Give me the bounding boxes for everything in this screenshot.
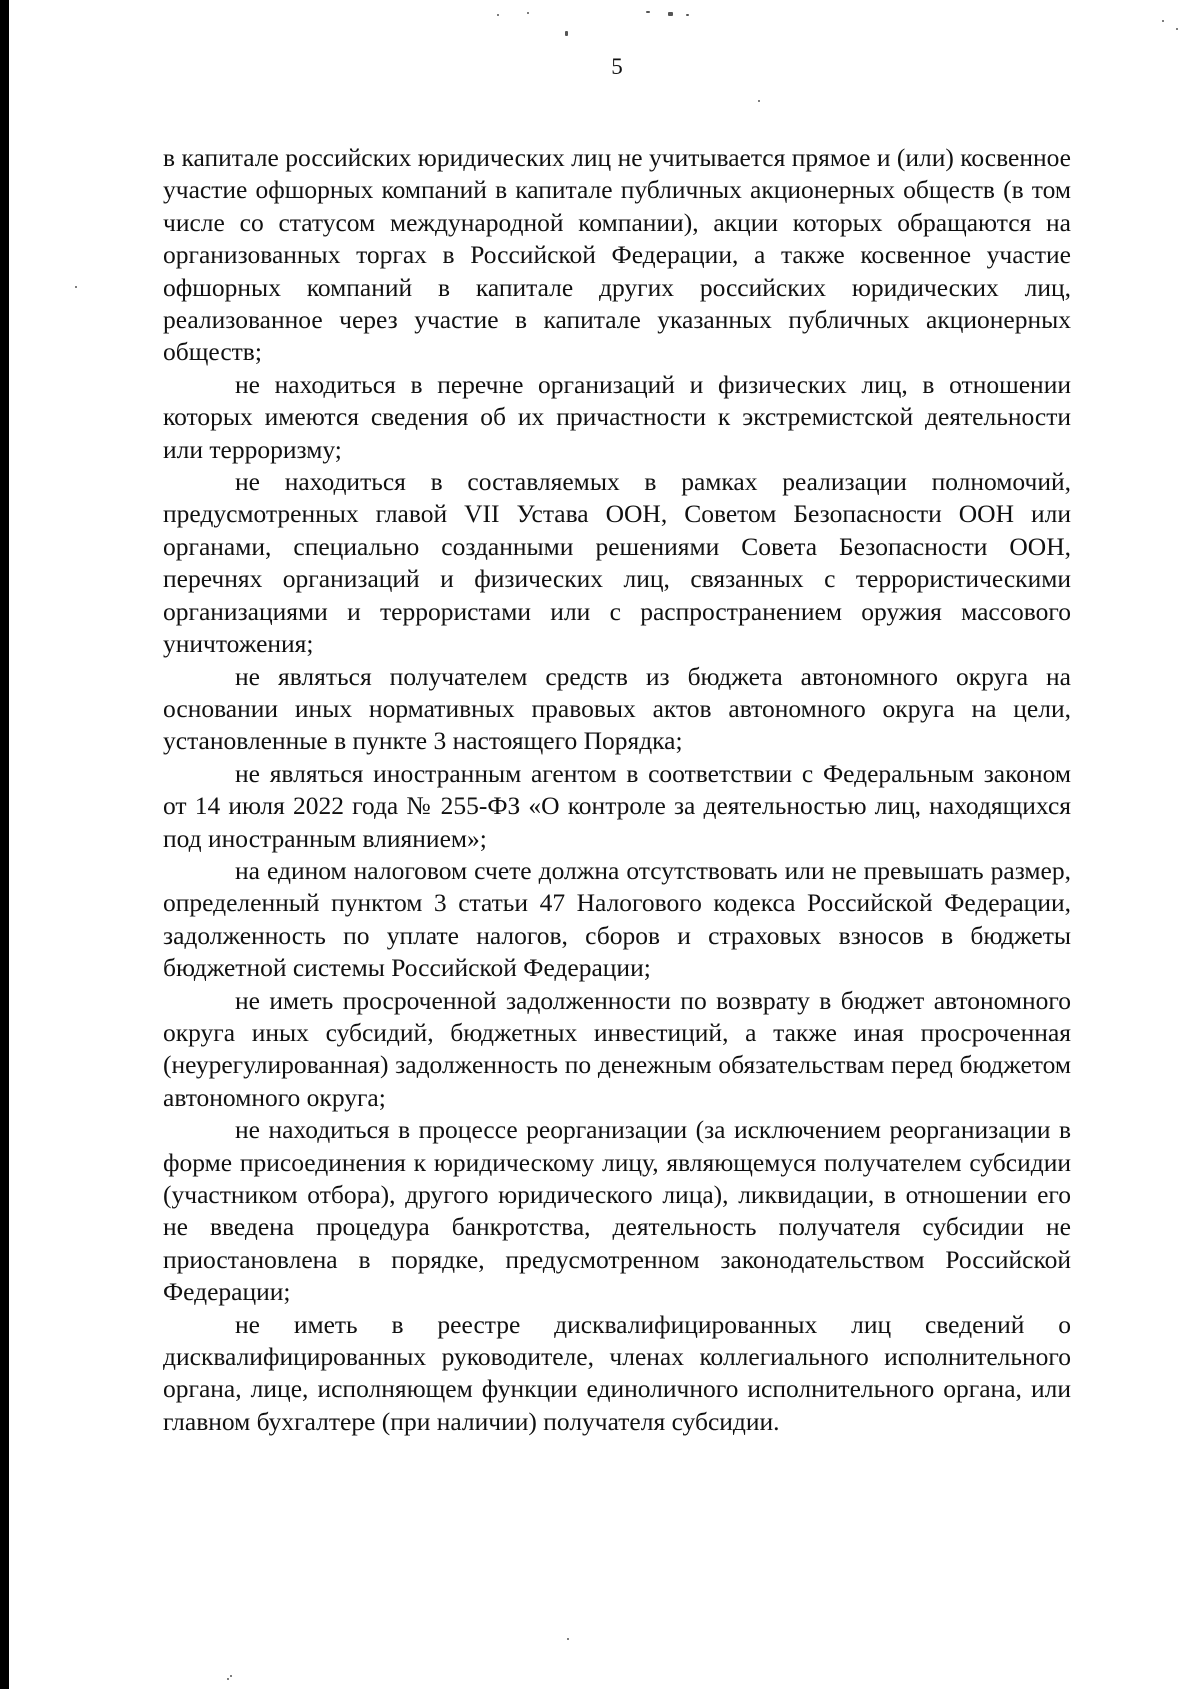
scan-speck	[567, 1638, 569, 1640]
scan-left-edge	[0, 0, 9, 1689]
paragraph-extremism-list: не находиться в перечне организаций и физических лиц, в отношении которых имеются сведения об их причастности к экстремистской деятельности или терроризму;	[163, 369, 1071, 464]
paragraph-budget-funds: не являться получателем средств из бюджета автономного округа на основании иных нормативных правовых актов автономного округа на цели, установленные в пункте 3 настоящего Порядка;	[163, 661, 1071, 756]
scan-speck	[646, 11, 650, 13]
document-body	[163, 142, 1071, 1438]
scan-speck	[1162, 20, 1164, 22]
paragraph-overdue-debt: не иметь просроченной задолженности по возврату в бюджет автономного округа иных субсидий, бюджетных инвестиций, а также иная просроченная (неурегулированная) задолженность по денежным обязательствам перед бюджетом автономного округа;	[163, 985, 1071, 1112]
scan-speck	[668, 12, 673, 16]
scan-speck	[527, 12, 529, 14]
paragraph-disqualified-persons: не иметь в реестре дисквалифицированных лиц сведений о дисквалифицированных руководителе, членах коллегиального исполнительного органа, лице, исполняющем функции единоличного исполнительного органа, или главном бухгалтере (при наличии) получателя субсидии.	[163, 1309, 1071, 1436]
paragraph-reorganization: не находиться в процессе реорганизации (за исключением реорганизации в форме присоединения к юридическому лицу, являющемуся получателем субсидии (участником отбора), другого юридического лица), ликвидации, в отношении его не введена процедура банкротства, деятельность получателя субсидии не приостановлена в порядке, предусмотренном законодательством Российской Федерации;	[163, 1115, 1071, 1307]
scan-speck	[1176, 28, 1178, 30]
paragraph-foreign-agent: не являться иностранным агентом в соответствии с Федеральным законом от 14 июля 2022 года № 255-ФЗ «О контроле за деятельностью лиц, находящихся под иностранным влиянием»;	[163, 758, 1071, 853]
page-number: 5	[611, 54, 623, 79]
scan-speck	[75, 286, 77, 288]
scan-speck	[686, 14, 689, 16]
paragraph-un-sanctions-list: не находиться в составляемых в рамках реализации полномочий, предусмотренных главой VII Устава ООН, Советом Безопасности ООН или органами, специально созданными решениями Совета Безопасности ООН, перечнях организаций и физических лиц, связанных с террористическими организациями и террористами или с распространением оружия массового уничтожения;	[163, 467, 1071, 659]
paragraph-tax-debt: на едином налоговом счете должна отсутствовать или не превышать размер, определенный пунктом 3 статьи 47 Налогового кодекса Российской Федерации, задолженность по уплате налогов, сборов и страховых взносов в бюджеты бюджетной системы Российской Федерации;	[163, 855, 1071, 983]
paragraph-offshore-participation: в капитале российских юридических лиц не учитывается прямое и (или) косвенное участие офшорных компаний в капитале публичных акционерных обществ (в том числе со статусом международной компании), акции которых обращаются на организованных торгах в Российской Федерации, а также косвенное участие офшорных компаний в капитале других российских юридических лиц, реализованное через участие в капитале указанных публичных акционерных обществ;	[163, 143, 1071, 367]
scan-speck	[227, 1678, 229, 1680]
scan-speck	[758, 100, 760, 102]
scan-speck	[497, 14, 499, 16]
scan-speck	[565, 31, 568, 36]
scan-speck	[230, 1675, 232, 1677]
